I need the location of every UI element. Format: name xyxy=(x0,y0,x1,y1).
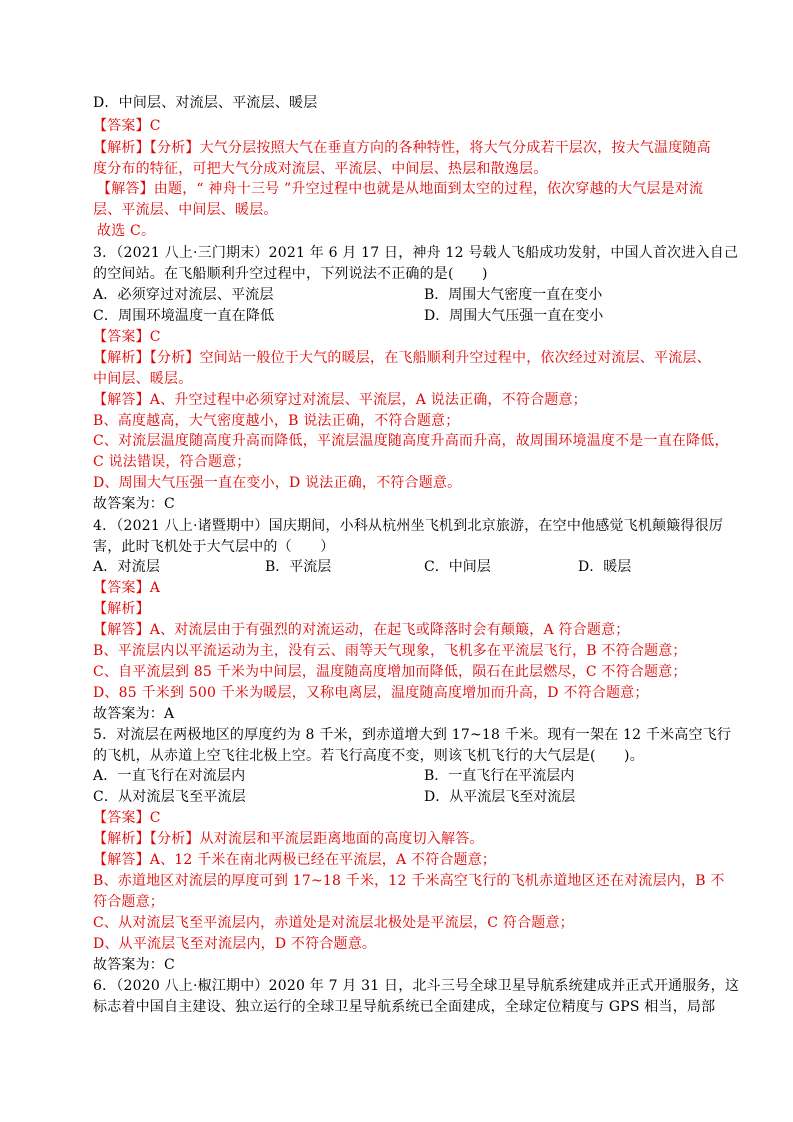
options-ab: A．一直飞行在对流层内 xyxy=(93,768,246,784)
options-ab: A．必须穿过对流层、平流层 xyxy=(93,287,274,303)
analysis-label: 【解析】【分析】空间站一般位于大气的暖层，在飞船顺利升空过程中，依次经过对流层、平流层、 xyxy=(93,350,711,366)
analysis-label: 【解析】【分析】从对流层和平流层距离地面的高度切入解答。 xyxy=(93,831,484,847)
option-column: D．周围大气压强一直在变小 xyxy=(424,308,604,324)
option-column: D．暖层 xyxy=(578,559,632,575)
options-cd: C．从对流层飞至平流层 xyxy=(93,789,246,805)
answer-label: 【答案】C xyxy=(93,810,161,826)
solution-b: B、高度越高，大气密度越小，B 说法正确，不符合题意； xyxy=(93,413,460,429)
options-cd: C．周围环境温度一直在降低 xyxy=(93,308,275,324)
conclusion: 故选 C。 xyxy=(97,223,156,239)
solution-b-cont: 符合题意； xyxy=(93,894,164,910)
solution-b: B、赤道地区对流层的厚度可到 17~18 千米，12 千米高空飞行的飞机赤道地区还在对流层内，B 不 xyxy=(93,873,725,889)
options-abcd: A．对流层 xyxy=(93,559,161,575)
question-4-cont: 害，此时飞机处于大气层中的（ ） xyxy=(93,539,335,555)
answer-label: 【答案】C xyxy=(93,329,161,345)
question-5: 5．对流层在两极地区的厚度约为 8 千米，到赤道增大到 17~18 千米。现有一架在 12 千米高空飞行 xyxy=(93,727,732,743)
final-answer: 故答案为：C xyxy=(93,496,175,512)
solution-c: C、自平流层到 85 千米为中间层，温度随高度增加而降低，陨石在此层燃尽，C 不符合题意； xyxy=(93,664,687,680)
solution-a: 【解答】A、对流层由于有强烈的对流运动，在起飞或降落时会有颠簸，A 符合题意； xyxy=(93,622,630,638)
option-d: D．中间层、对流层、平流层、暖层 xyxy=(93,95,318,111)
solution-a: 【解答】A、升空过程中必须穿过对流层、平流层，A 说法正确，不符合题意； xyxy=(93,392,587,408)
final-answer: 故答案为：A xyxy=(93,706,175,722)
analysis-text: 度分布的特征，可把大气分成对流层、平流层、中间层、热层和散逸层。 xyxy=(93,161,548,177)
question-6: 6．（2020 八上·椒江期中）2020 年 7 月 31 日，北斗三号全球卫星导航系统建成并正式开通服务，这 xyxy=(93,978,740,994)
solution-label: 【解答】由题，“ 神舟十三号 ”升空过程中也就是从地面到太空的过程，依次穿越的大气层是对流 xyxy=(97,181,704,197)
question-6-cont: 标志着中国自主建设、独立运行的全球卫星导航系统已全面建成，全球定位精度与 GPS 相当，局部 xyxy=(93,999,716,1015)
question-4: 4．（2021 八上·诸暨期中）国庆期间，小科从杭州坐飞机到北京旅游，在空中他感觉飞机颠簸得很厉 xyxy=(93,518,724,534)
solution-c: C、对流层温度随高度升高而降低，平流层温度随高度升高而升高，故周围环境温度不是一直在降低， xyxy=(93,433,729,449)
solution-a: 【解答】A、12 千米在南北两极已经在平流层，A 不符合题意； xyxy=(93,852,497,868)
answer-label: 【答案】A xyxy=(93,580,161,596)
solution-d: D、从平流层飞至对流层内，D 不符合题意。 xyxy=(93,936,377,952)
option-column: B．一直飞行在平流层内 xyxy=(424,768,575,784)
analysis-label: 【解析】【分析】大气分层按照大气在垂直方向的各种特性，将大气分成若干层次，按大气温度随高 xyxy=(93,140,711,156)
solution-text: 层、平流层、中间层、暖层。 xyxy=(93,202,278,218)
question-3-cont: 的空间站。在飞船顺利升空过程中，下列说法不正确的是( ) xyxy=(93,266,488,282)
solution-c-cont: C 说法错误，符合题意； xyxy=(93,454,251,470)
question-5-cont: 的飞机，从赤道上空飞往北极上空。若飞行高度不变，则该飞机飞行的大气层是( )。 xyxy=(93,748,644,764)
option-column: D．从平流层飞至对流层 xyxy=(424,789,576,805)
final-answer: 故答案为：C xyxy=(93,957,175,973)
solution-c: C、从对流层飞至平流层内，赤道处是对流层北极处是平流层，C 符合题意； xyxy=(93,915,574,931)
solution-d: D、85 千米到 500 千米为暖层，又称电离层，温度随高度增加而升高，D 不符合题意； xyxy=(93,685,649,701)
option-column: C．中间层 xyxy=(424,559,491,575)
analysis-label: 【解析】 xyxy=(93,601,150,617)
solution-d: D、周围大气压强一直在变小，D 说法正确，不符合题意。 xyxy=(93,475,462,491)
analysis-text: 中间层、暖层。 xyxy=(93,371,193,387)
option-column: B．周围大气密度一直在变小 xyxy=(424,287,603,303)
answer-label: 【答案】C xyxy=(93,118,161,134)
option-column: B．平流层 xyxy=(265,559,332,575)
question-3: 3．（2021 八上·三门期末）2021 年 6 月 17 日，神舟 12 号载人飞船成功发射，中国人首次进入自己 xyxy=(93,245,739,261)
solution-b: B、平流层内以平流运动为主，没有云、雨等天气现象，飞机多在平流层飞行，B 不符合题意； xyxy=(93,643,687,659)
